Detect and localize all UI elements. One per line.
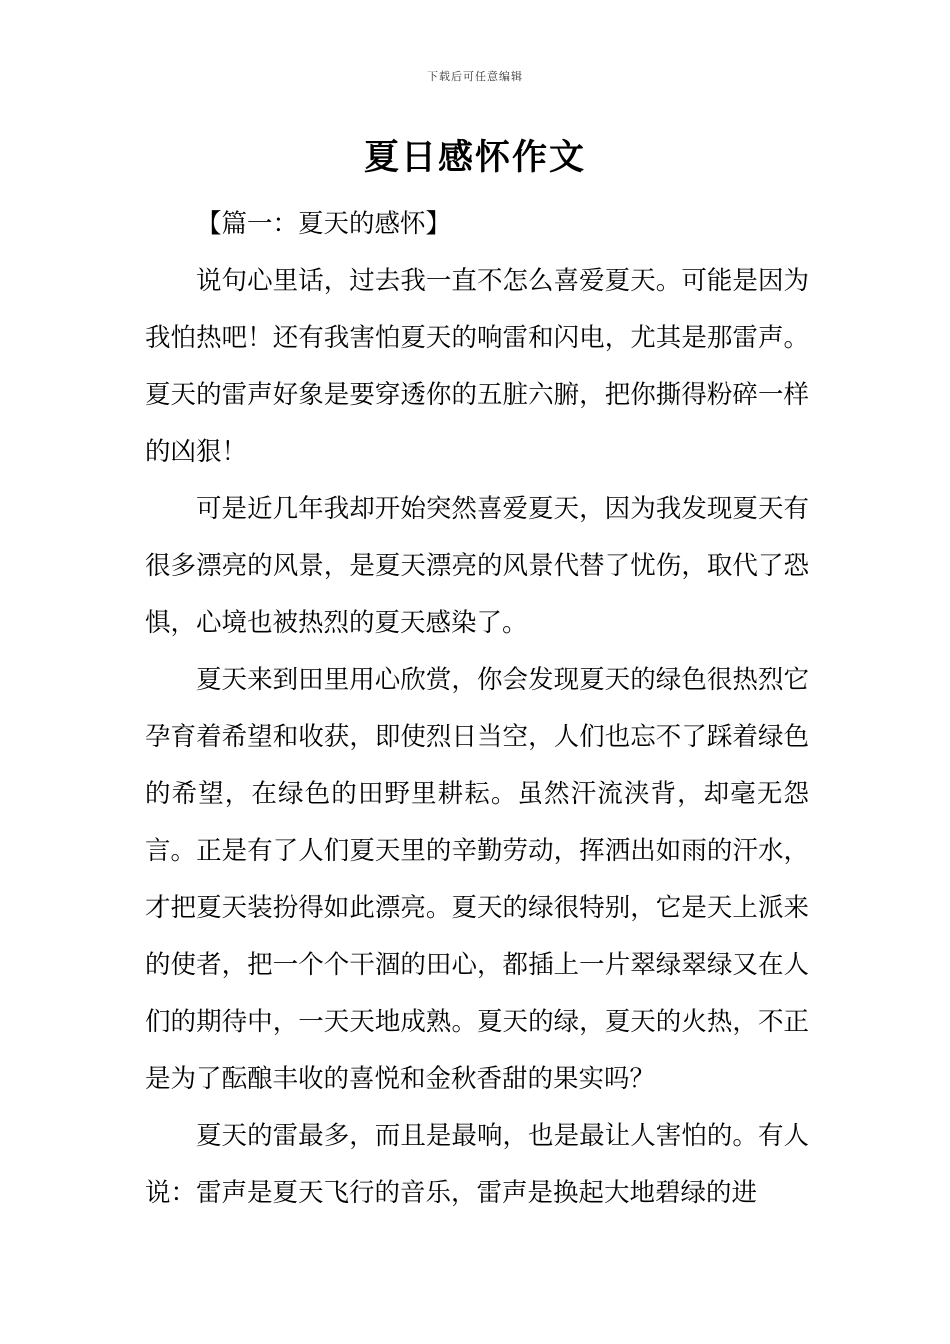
document-title: 夏日感怀作文 (363, 138, 586, 178)
paragraph-4: 夏天的雷最多，而且是最响，也是最让人害怕的。有人说：雷声是夏天飞行的音乐，雷声是换起大地碧绿的进 (145, 1121, 809, 1208)
paragraph-3: 夏天来到田里用心欣赏，你会发现夏天的绿色很热烈它孕育着希望和收获，即使烈日当空，人们也忘不了踩着绿色的希望，在绿色的田野里耕耘。虽然汗流浃背，却毫无怨言。正是有了人们夏天里的辛勤劳动，挥洒出如雨的汗水，才把夏天装扮得如此漂亮。夏天的绿很特别，它是天上派来的使者，把一个个干涸的田心，都插上一片翠绿翠绿又在人们的期待中，一天天地成熟。夏天的绿，夏天的火热，不正是为了酝酿丰收的喜悦和金秋香甜的果实吗？ (145, 665, 809, 1094)
page-header-note: 下载后可任意编辑 (427, 70, 523, 83)
section-heading: 【篇一：夏天的感怀】 (196, 209, 452, 239)
paragraph-2: 可是近几年我却开始突然喜爱夏天，因为我发现夏天有很多漂亮的风景，是夏天漂亮的风景代替了忧伤，取代了恐惧，心境也被热烈的夏天感染了。 (145, 494, 809, 638)
document-body (145, 196, 809, 1222)
paragraph-1: 说句心里话，过去我一直不怎么喜爱夏天。可能是因为我怕热吧！还有我害怕夏天的响雷和闪电，尤其是那雷声。夏天的雷声好象是要穿透你的五脏六腑，把你撕得粉碎一样的凶狠！ (145, 266, 809, 467)
